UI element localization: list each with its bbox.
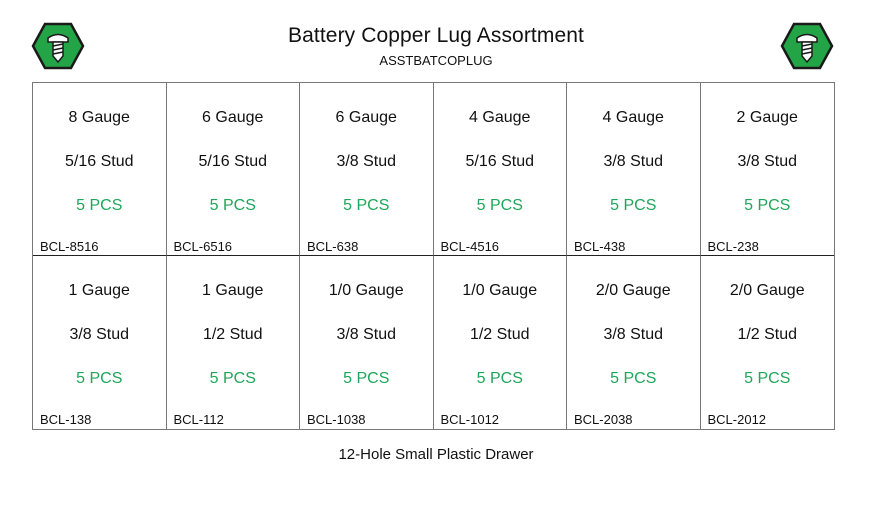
gauge-label: 6 Gauge: [202, 109, 264, 126]
quantity-label: 5 PCS: [610, 197, 657, 214]
drawer-cell: [701, 256, 835, 429]
quantity-label: 5 PCS: [343, 370, 390, 387]
sku-label: ASSTBATCOPLUG: [379, 53, 493, 68]
stud-label: 1/2 Stud: [202, 326, 263, 343]
quantity-label: 5 PCS: [76, 197, 123, 214]
part-code: BCL-112: [173, 412, 224, 427]
stud-label: 5/16 Stud: [198, 153, 267, 170]
gauge-label: 2/0 Gauge: [595, 282, 671, 299]
quantity-label: 5 PCS: [744, 370, 791, 387]
footer-caption: 12-Hole Small Plastic Drawer: [338, 446, 534, 463]
part-code: BCL-2012: [707, 412, 767, 427]
stud-label: 1/2 Stud: [469, 326, 530, 343]
quantity-label: 5 PCS: [209, 197, 256, 214]
quantity-label: 5 PCS: [209, 370, 256, 387]
gauge-label: 1 Gauge: [68, 282, 130, 299]
part-code: BCL-6516: [173, 239, 233, 254]
gauge-label: 2 Gauge: [736, 109, 798, 126]
gauge-label: 8 Gauge: [68, 109, 130, 126]
part-code: BCL-438: [574, 239, 626, 254]
stud-label: 3/8 Stud: [737, 153, 798, 170]
drawer-cell: [434, 83, 568, 256]
part-code: BCL-638: [307, 239, 359, 254]
gauge-label: 2/0 Gauge: [729, 282, 805, 299]
gauge-label: 1/0 Gauge: [462, 282, 538, 299]
drawer-cell: [167, 256, 301, 429]
part-code: BCL-4516: [440, 239, 500, 254]
stud-label: 5/16 Stud: [65, 153, 134, 170]
drawer-cell: [33, 83, 167, 256]
quantity-label: 5 PCS: [476, 370, 523, 387]
drawer-cell: [167, 83, 301, 256]
quantity-label: 5 PCS: [476, 197, 523, 214]
stud-label: 3/8 Stud: [336, 153, 397, 170]
stud-label: 3/8 Stud: [336, 326, 397, 343]
page-title: Battery Copper Lug Assortment: [288, 24, 584, 47]
part-code: BCL-8516: [40, 239, 99, 254]
drawer-cell: [300, 83, 434, 256]
part-code: BCL-1012: [440, 412, 500, 427]
stud-label: 3/8 Stud: [69, 326, 130, 343]
quantity-label: 5 PCS: [343, 197, 390, 214]
drawer-cell: [567, 83, 701, 256]
quantity-label: 5 PCS: [76, 370, 123, 387]
drawer-cell: [434, 256, 568, 429]
part-code: BCL-138: [40, 412, 92, 427]
drawer-cell: [33, 256, 167, 429]
stud-label: 3/8 Stud: [603, 153, 664, 170]
part-code: BCL-238: [707, 239, 759, 254]
drawer-cell: [300, 256, 434, 429]
gauge-label: 1 Gauge: [202, 282, 264, 299]
gauge-label: 1/0 Gauge: [328, 282, 404, 299]
quantity-label: 5 PCS: [610, 370, 657, 387]
drawer-grid: [32, 82, 835, 430]
part-code: BCL-2038: [574, 412, 633, 427]
drawer-cell: [567, 256, 701, 429]
drawer-cell: [701, 83, 835, 256]
gauge-label: 4 Gauge: [469, 109, 531, 126]
quantity-label: 5 PCS: [744, 197, 791, 214]
stud-label: 5/16 Stud: [465, 153, 534, 170]
stud-label: 1/2 Stud: [737, 326, 798, 343]
gauge-label: 4 Gauge: [602, 109, 664, 126]
gauge-label: 6 Gauge: [335, 109, 397, 126]
stud-label: 3/8 Stud: [603, 326, 664, 343]
part-code: BCL-1038: [307, 412, 366, 427]
